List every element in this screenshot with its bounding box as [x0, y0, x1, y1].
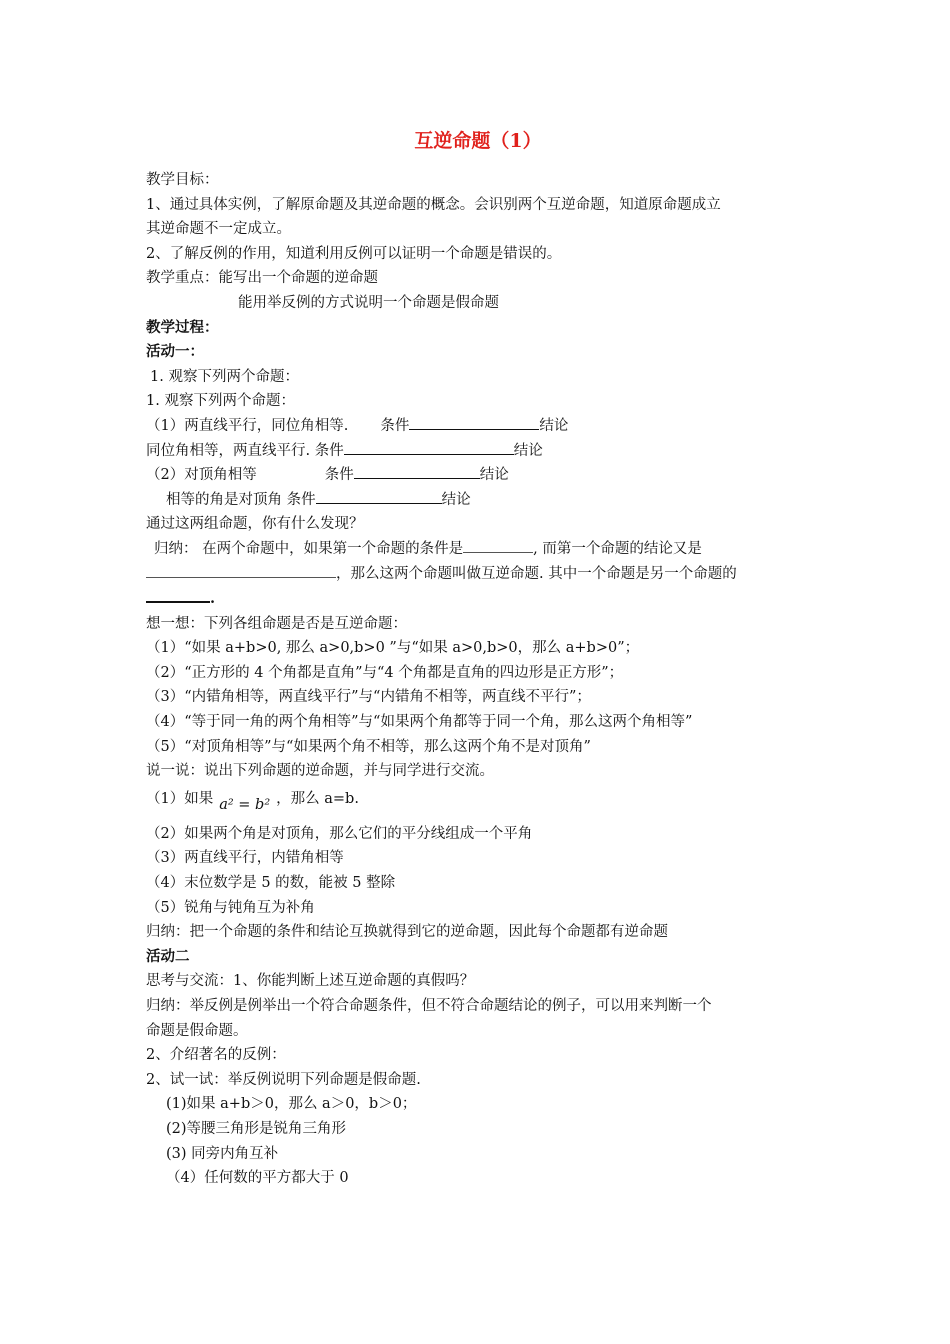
- blank-summary-conclusion[interactable]: [146, 562, 336, 578]
- observe-line-1: 1. 观察下列两个命题：: [150, 368, 299, 385]
- try-item-1: (1)如果 a+b＞0，那么 a＞0，b＞0；: [166, 1096, 417, 1113]
- think-item-4: （4）“等于同一角的两个角相等”与“如果两个角都等于同一个角，那么这两个角相等”: [146, 714, 693, 731]
- blank-condition-2b[interactable]: [316, 488, 442, 504]
- proposition-2b: [146, 488, 810, 513]
- discuss-line: 思考与交流：1、你能判断上述互逆命题的真假吗？: [146, 973, 475, 990]
- say-item-1-suffix: ，那么 a=b.: [276, 790, 359, 807]
- try-item-4: （4）任何数的平方都大于 0: [166, 1170, 349, 1187]
- summary-end: .: [210, 590, 216, 608]
- activity2-summary-line1: 归纳：举反例是例举出一个符合命题条件，但不符合命题结论的例子，可以用来判断一个: [146, 998, 712, 1014]
- think-item-2: （2）“正方形的 4 个角都是直角”与“4 个角都是直角的四边形是正方形”；: [146, 664, 624, 681]
- say-item-1-prefix: （1）如果: [146, 790, 214, 807]
- document-page: [146, 128, 810, 1191]
- think-item-5: （5）“对顶角相等”与“如果两个角不相等，那么这两个角不是对顶角”: [146, 738, 591, 755]
- proposition-1b-text: 同位角相等，两直线平行. 条件: [146, 442, 344, 459]
- blank-condition-1b[interactable]: [344, 439, 514, 455]
- proposition-2a: [146, 463, 810, 488]
- proposition-2a-text: （2）对顶角相等: [146, 467, 257, 484]
- activity1-heading: 活动一：: [146, 343, 204, 361]
- blank-condition-2a[interactable]: [354, 463, 480, 479]
- activity2-heading: 活动二: [146, 947, 190, 965]
- condition-label: 条件: [324, 467, 354, 484]
- formula-a2-equals-b2: a² = b²: [219, 796, 271, 813]
- objective-1-line2: 其逆命题不一定成立。: [146, 221, 291, 238]
- try-heading: 2、试一试：举反例说明下列命题是假命题.: [146, 1071, 421, 1088]
- say-item-4: （4）末位数学是 5 的数，能被 5 整除: [146, 875, 396, 892]
- say-item-3: （3）两直线平行，内错角相等: [146, 850, 344, 867]
- try-item-2: (2)等腰三角形是锐角三角形: [166, 1120, 347, 1137]
- proposition-1a-text: （1）两直线平行，同位角相等.: [146, 417, 349, 434]
- activity2-summary-line2: 命题是假命题。: [146, 1022, 248, 1039]
- summary-line-1: [146, 537, 810, 562]
- say-item-1: [146, 784, 810, 822]
- famous-counterexamples: 2、介绍著名的反例：: [146, 1047, 286, 1064]
- say-item-5: （5）锐角与钝角互为补角: [146, 899, 315, 916]
- proposition-1b: [146, 439, 810, 464]
- proposition-1a: [146, 414, 810, 439]
- try-item-3: (3) 同旁内角互补: [166, 1145, 279, 1162]
- objectives-heading: 教学目标：: [146, 172, 219, 188]
- blank-condition-1a[interactable]: [409, 414, 539, 430]
- focus-line1: 教学重点：能写出一个命题的逆命题: [146, 270, 378, 287]
- think-item-3: （3）“内错角相等，两直线平行”与“内错角不相等，两直线不平行”；: [146, 689, 591, 706]
- objective-1-line1: 1、通过具体实例，了解原命题及其逆命题的概念。会识别两个互逆命题，知道原命题成立: [146, 196, 721, 213]
- conclusion-label: 结论: [479, 467, 509, 484]
- summary-text-a: 归纳： 在两个命题中，如果第一个命题的条件是: [154, 540, 464, 557]
- conclusion-label: 结论: [441, 491, 471, 508]
- say-item-2: （2）如果两个角是对顶角，那么它们的平分线组成一个平角: [146, 825, 533, 842]
- blank-summary-term[interactable]: [146, 586, 210, 603]
- say-heading: 说一说：说出下列命题的逆命题，并与同学进行交流。: [146, 763, 494, 780]
- conclusion-label: 结论: [539, 417, 569, 434]
- condition-label: 条件: [380, 417, 410, 434]
- page-title: 互逆命题（1）: [414, 130, 542, 152]
- process-heading: 教学过程：: [146, 318, 219, 336]
- say-summary: 归纳：把一个命题的条件和结论互换就得到它的逆命题，因此每个命题都有逆命题: [146, 924, 668, 941]
- question: 通过这两组命题，你有什么发现？: [146, 516, 364, 533]
- blank-summary-condition[interactable]: [463, 537, 533, 553]
- summary-text-b: , 而第一个命题的结论又是: [533, 540, 702, 557]
- think-item-1: （1）“如果 a+b>0, 那么 a>0,b>0 ”与“如果 a>0,b>0，那么 a+b>0”；: [146, 640, 640, 657]
- conclusion-label: 结论: [513, 442, 543, 459]
- observe-line-2: 1. 观察下列两个命题：: [146, 393, 295, 410]
- objective-2: 2、了解反例的作用，知道利用反例可以证明一个命题是错误的。: [146, 245, 562, 262]
- summary-text-c: ，那么这两个命题叫做互逆命题. 其中一个命题是另一个命题的: [336, 565, 737, 582]
- proposition-2b-text: 相等的角是对顶角 条件: [166, 491, 316, 508]
- summary-line-2: [146, 562, 810, 587]
- summary-line-3: [146, 586, 810, 612]
- think-heading: 想一想：下列各组命题是否是互逆命题：: [146, 615, 407, 632]
- focus-line2: 能用举反例的方式说明一个命题是假命题: [238, 294, 499, 311]
